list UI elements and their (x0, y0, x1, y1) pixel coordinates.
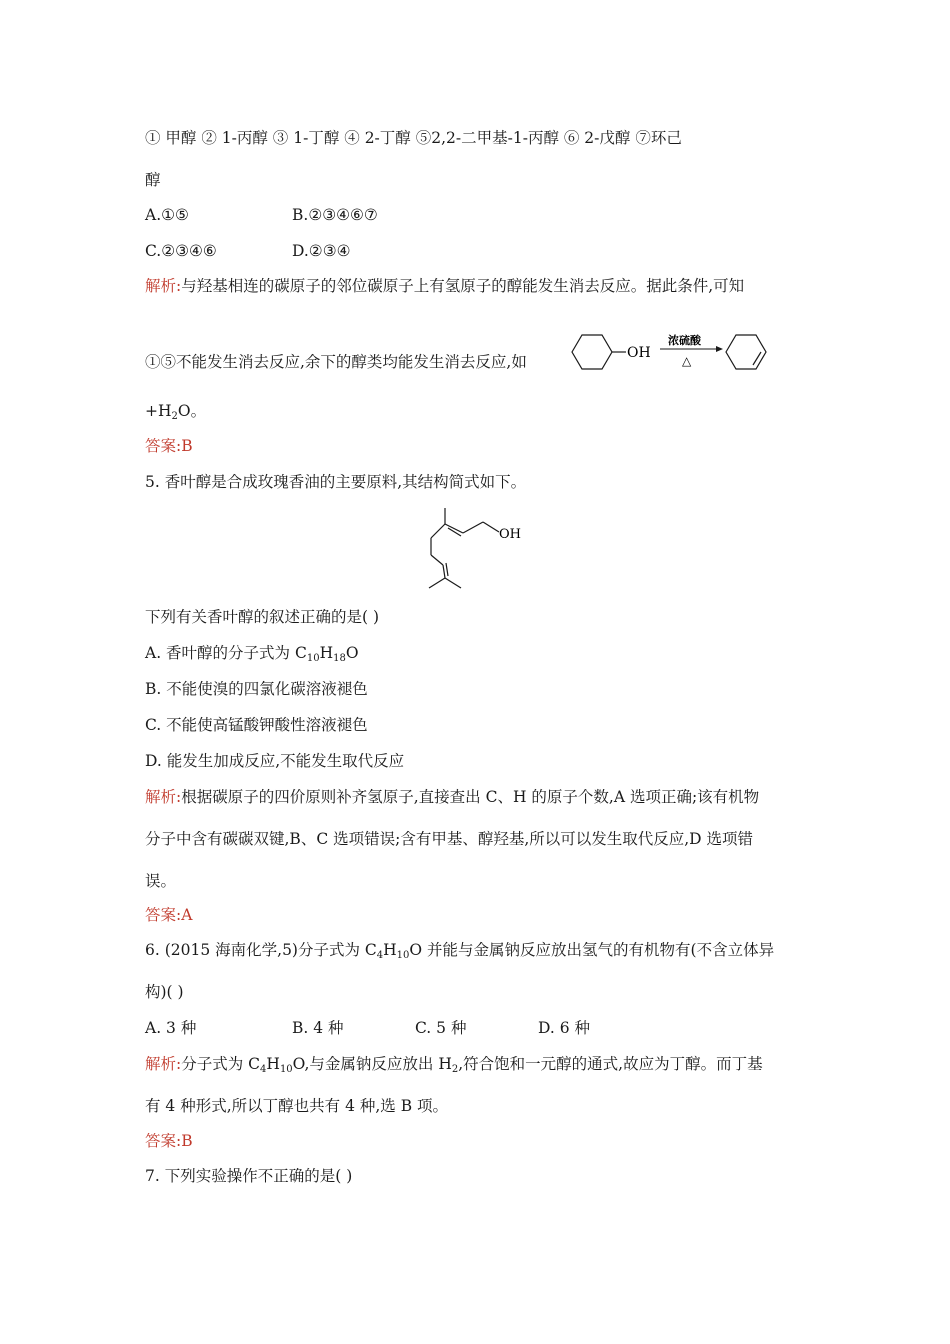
q6-option-b: B. 4 种 (292, 1019, 344, 1037)
q5-analysis-line1: 解析:根据碳原子的四价原则补齐氢原子,直接查出 C、H 的原子个数,A 选项正确;该有机物 (145, 788, 760, 806)
q7-stem: 7. 下列实验操作不正确的是( ) (145, 1167, 353, 1185)
q4-analysis-line2: ①⑤不能发生消去反应,余下的醇类均能发生消去反应,如 (145, 353, 527, 371)
heat-symbol: △ (682, 354, 692, 368)
q4-option-c: C.②③④⑥ (145, 242, 217, 260)
q6-analysis-line1: 解析:分子式为 $C_4H_{10}O$,与金属钠反应放出 $H_2$,符合饱和一元醇的通式,故应为丁醇。而丁基 (145, 1055, 763, 1075)
q4-answer: 答案:B (145, 437, 193, 455)
q4-analysis-line1: 解析:与羟基相连的碳原子的邻位碳原子上有氢原子的醇能发生消去反应。据此条件,可知 (145, 277, 745, 295)
q5-analysis-line2: 分子中含有碳碳双键,B、C 选项错误;含有甲基、醇羟基,所以可以发生取代反应,D 选项错 (145, 830, 754, 848)
geraniol-structure (415, 500, 525, 595)
cyclohexanol-ring (572, 335, 612, 369)
q5-question: 下列有关香叶醇的叙述正确的是( ) (145, 608, 380, 626)
hydroxyl-label: OH (627, 345, 651, 361)
q4-options-line1: ① 甲醇 ② 1-丙醇 ③ 1-丁醇 ④ 2-丁醇 ⑤2,2-二甲基-1-丙醇 ⑥ 2-戊醇 ⑦环己 (145, 129, 682, 147)
catalyst-label: 浓硫酸 (668, 334, 701, 347)
q6-answer: 答案:B (145, 1132, 193, 1150)
q5-analysis-line3: 误。 (145, 872, 177, 890)
arrow-head (716, 346, 723, 352)
q6-option-a: A. 3 种 (145, 1019, 197, 1037)
analysis-label: 解析: (145, 788, 182, 806)
q5-option-d: D. 能发生加成反应,不能发生取代反应 (145, 752, 405, 770)
q6-stem-line1: 6. (2015 海南化学,5)分子式为 $C_4H_{10}O$ 并能与金属钠反应放出氢气的有机物有(不含立体异 (145, 941, 775, 961)
q4-analysis-line3: $+H_2O$。 (145, 402, 207, 422)
q5-option-b: B. 不能使溴的四氯化碳溶液褪色 (145, 680, 368, 698)
structure-oh-label: OH (499, 527, 521, 542)
q6-option-c: C. 5 种 (415, 1019, 467, 1037)
q6-option-d: D. 6 种 (538, 1019, 591, 1037)
q6-stem-line2: 构)( ) (145, 983, 184, 1001)
q4-option-a: A.①⑤ (145, 206, 189, 224)
q5-option-c: C. 不能使高锰酸钾酸性溶液褪色 (145, 716, 368, 734)
q5-answer: 答案:A (145, 906, 193, 924)
cyclohexene-ring (726, 335, 766, 369)
q4-options-line2: 醇 (145, 171, 161, 189)
reaction-scheme (560, 325, 775, 380)
analysis-label: 解析: (145, 277, 182, 295)
q4-option-b: B.②③④⑥⑦ (292, 206, 378, 224)
q4-option-d: D.②③④ (292, 242, 351, 260)
analysis-label: 解析: (145, 1055, 182, 1073)
q5-stem: 5. 香叶醇是合成玫瑰香油的主要原料,其结构简式如下。 (145, 473, 527, 491)
q5-option-a: A. 香叶醇的分子式为 $C_{10}H_{18}O$ (145, 644, 359, 664)
q6-analysis-line2: 有 4 种形式,所以丁醇也共有 4 种,选 B 项。 (145, 1097, 449, 1115)
